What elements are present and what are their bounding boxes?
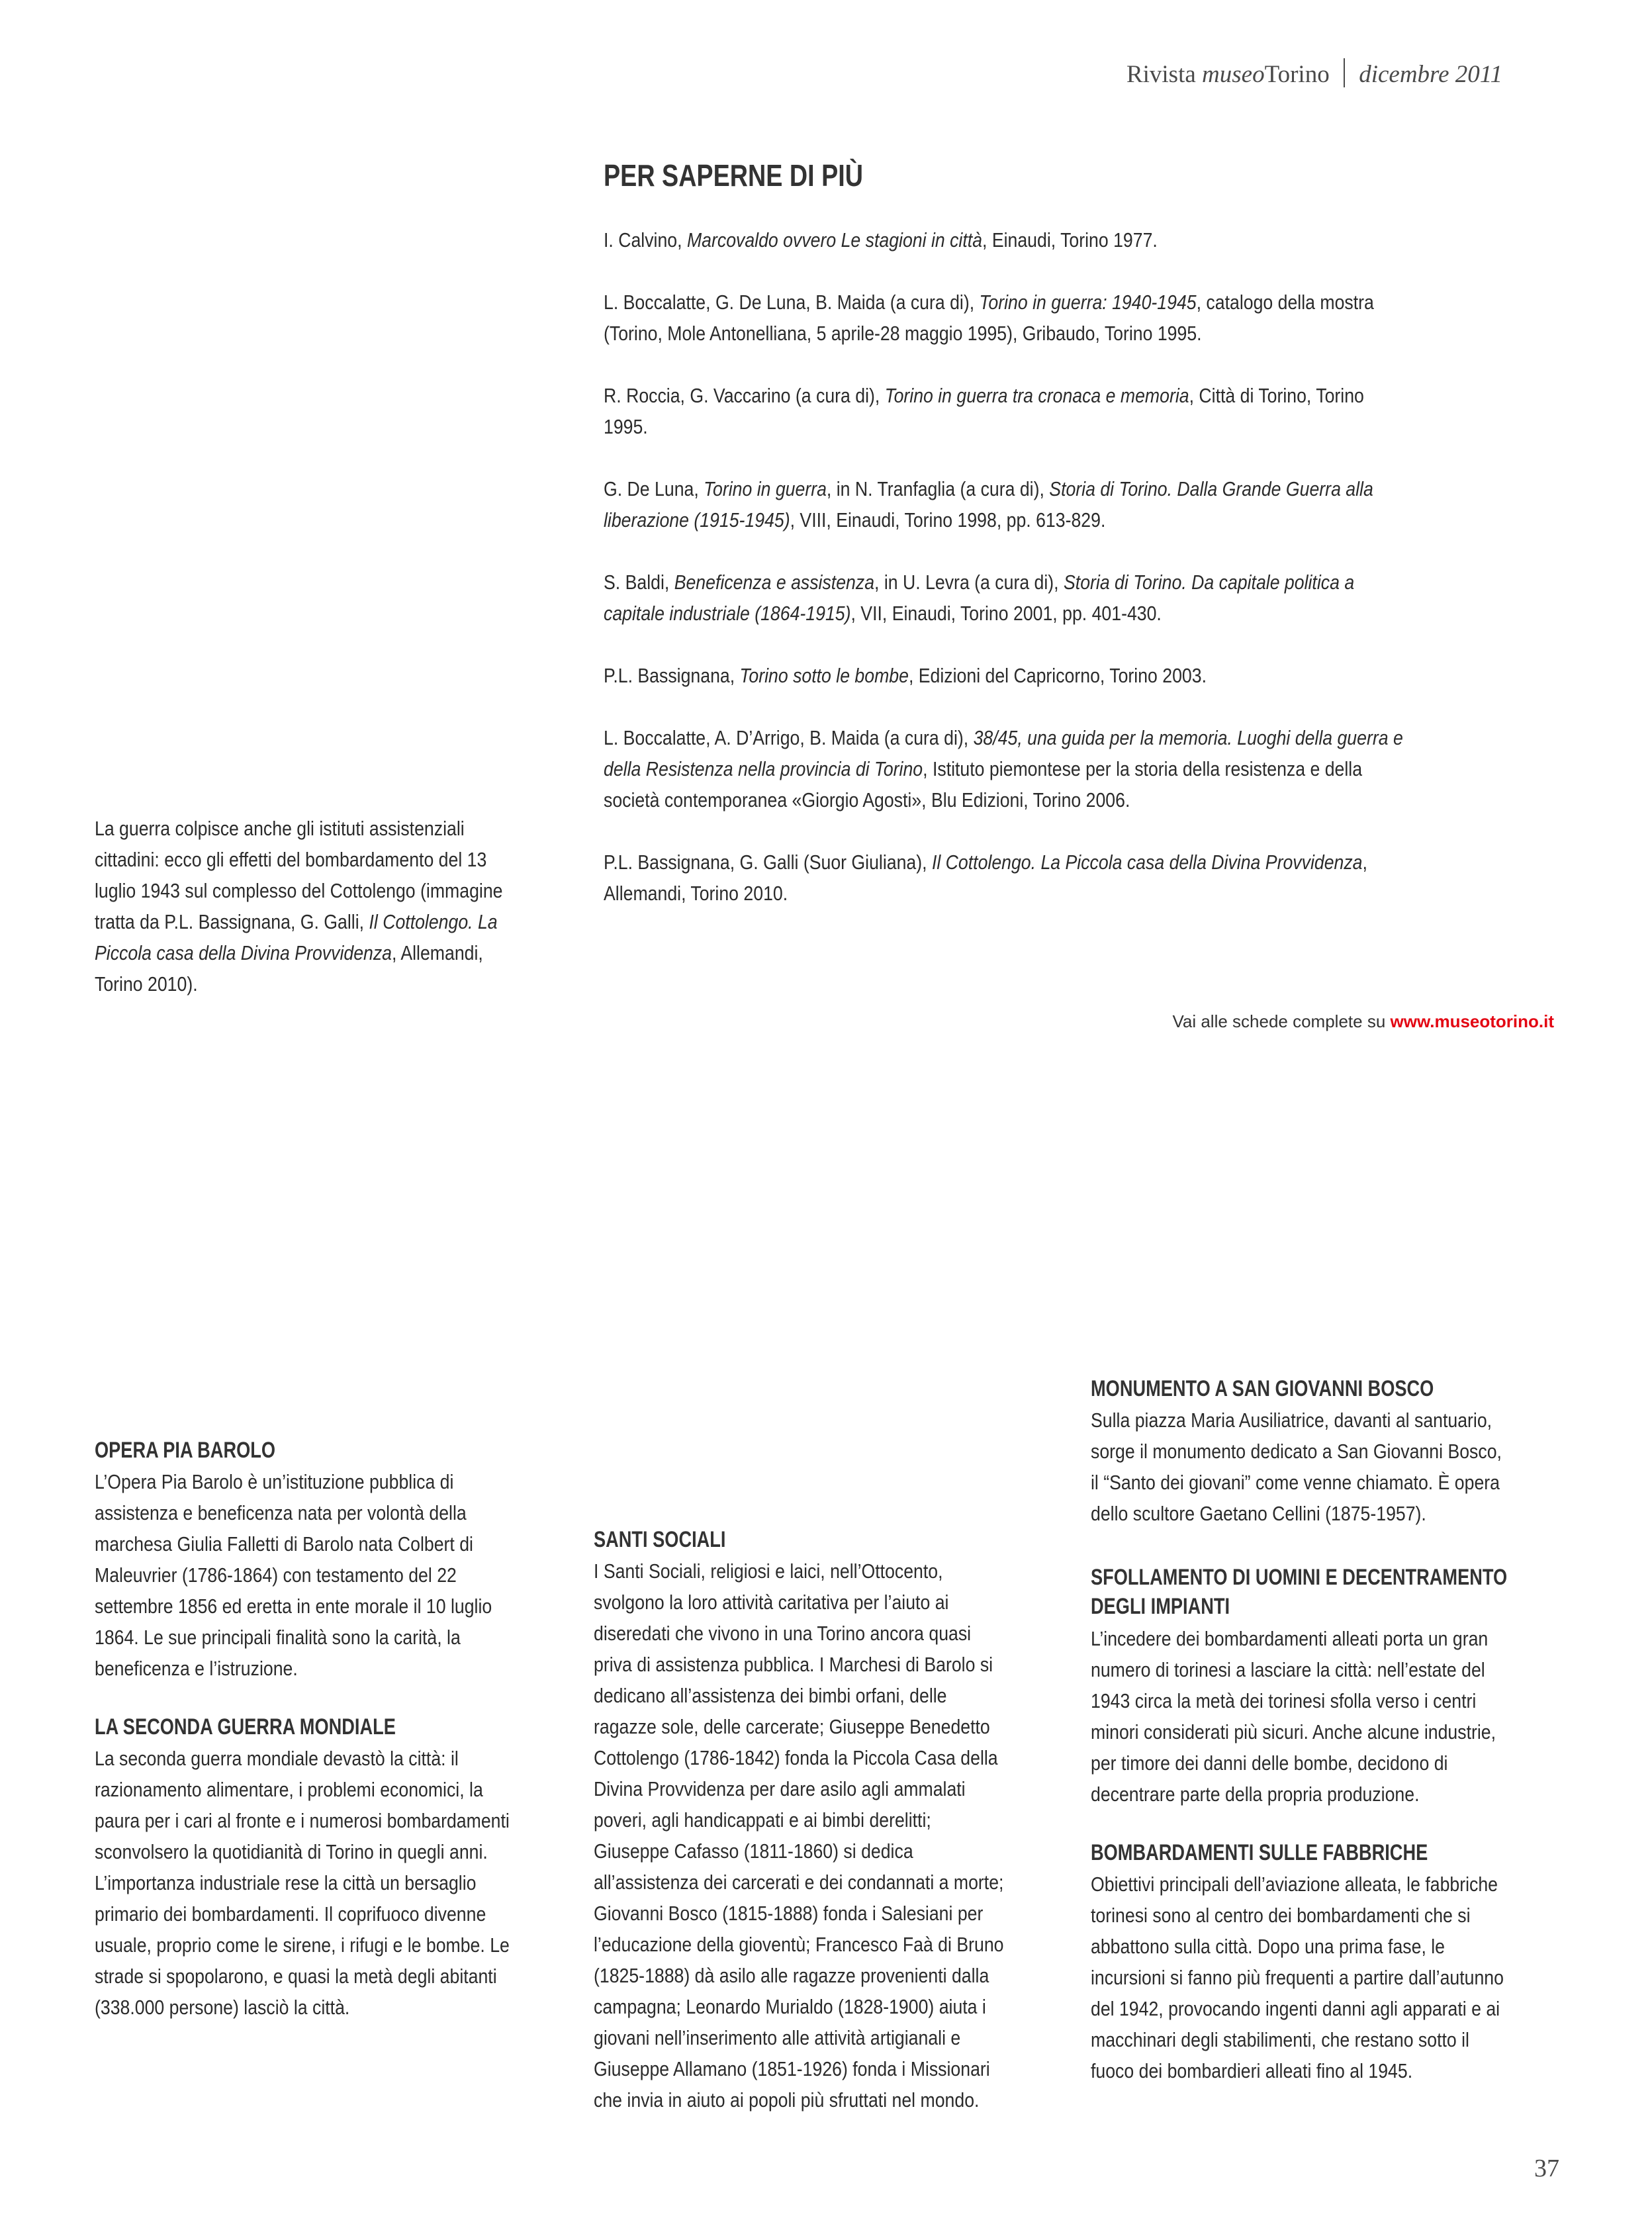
heading-santi-sociali: SANTI SOCIALI <box>594 1527 726 1552</box>
photo-caption: La guerra colpisce anche gli istituti assistenziali cittadini: ecco gli effetti del bombardamento del 13 luglio 1943 sul complesso del Cottolengo (immagine tratta da P.L. Bassignana, G. Galli, Il Cottolengo. La Piccola casa della Divina Provvidenza, Allemandi, Torino 2010). <box>95 817 503 996</box>
page-number: 37 <box>1534 2155 1559 2182</box>
heading-sfollamento-line2: DEGLI IMPIANTI <box>1091 1594 1230 1619</box>
heading-opera-pia-barolo: OPERA PIA BAROLO <box>95 1438 276 1463</box>
heading-sfollamento-line1: SFOLLAMENTO DI UOMINI E DECENTRAMENTO <box>1091 1565 1508 1590</box>
biblio-entry: P.L. Bassignana, Torino sotto le bombe, Edizioni del Capricorno, Torino 2003. <box>604 664 1207 687</box>
biblio-entry: I. Calvino, Marcovaldo ovvero Le stagioni in città, Einaudi, Torino 1977. <box>604 228 1158 252</box>
bibliography-list <box>604 224 1412 940</box>
running-head-rivista: Rivista <box>1126 61 1196 88</box>
biblio-entry: P.L. Bassignana, G. Galli (Suor Giuliana), Il Cottolengo. La Piccola casa della Divina Provvidenza, Allemandi, Torino 2010. <box>604 851 1367 905</box>
more-info-line <box>1172 1011 1554 1032</box>
more-info-text: Vai alle schede complete su <box>1172 1011 1391 1031</box>
text-bombardamenti: Obiettivi principali dell’aviazione alleata, le fabbriche torinesi sono al centro dei bombardamenti che si abbattono sulla città. Dopo una prima fase, le incursioni si fanno più frequenti a partire dall’autunno del 1942, provocando ingenti danni agli apparati e ai macchinari degli stabilimenti, che restano sotto il fuoco dei bombardieri alleati fino al 1945. <box>1091 1873 1504 2082</box>
biblio-entry: G. De Luna, Torino in guerra, in N. Tranfaglia (a cura di), Storia di Torino. Dalla Grande Guerra alla liberazione (1915-1945), VIII, Einaudi, Torino 1998, pp. 613-829. <box>604 477 1373 532</box>
text-sfollamento: L’incedere dei bombardamenti alleati porta un gran numero di torinesi a lasciare la città: nell’estate del 1943 circa la metà dei torinesi sfolla verso i centri minori considerati più sicuri. Anche alcune industrie, per timore dei danni delle bombe, decidono di decentrare parte della propria produzione. <box>1091 1627 1496 1806</box>
heading-bombardamenti: BOMBARDAMENTI SULLE FABBRICHE <box>1091 1840 1428 1865</box>
text-opera-pia-barolo: L’Opera Pia Barolo è un’istituzione pubblica di assistenza e beneficenza nata per volontà della marchesa Giulia Falletti di Barolo nata Colbert di Maleuvrier (1786-1864) con testamento del 22 settembre 1856 ed eretta in ente morale il 10 luglio 1864. Le sue principali finalità sono la carità, la beneficenza e l’istruzione. <box>95 1470 492 1680</box>
text-monumento: Sulla piazza Maria Ausiliatrice, davanti al santuario, sorge il monumento dedicato a San Giovanni Bosco, il “Santo dei giovani” come venne chiamato. È opera dello scultore Gaetano Cellini (1875-1957). <box>1091 1409 1502 1525</box>
running-head-separator <box>1344 58 1345 87</box>
heading-monumento: MONUMENTO A SAN GIOVANNI BOSCO <box>1091 1376 1434 1401</box>
biblio-entry: L. Boccalatte, G. De Luna, B. Maida (a cura di), Torino in guerra: 1940-1945, catalogo della mostra (Torino, Mole Antonelliana, 5 aprile-28 maggio 1995), Gribaudo, Torino 1995. <box>604 291 1374 345</box>
running-head-torino: Torino <box>1264 61 1330 88</box>
biblio-title: PER SAPERNE DI PIÙ <box>604 158 863 193</box>
text-seconda-guerra: La seconda guerra mondiale devastò la città: il razionamento alimentare, i problemi economici, la paura per i cari al fronte e i numerosi bombardamenti sconvolsero la quotidianità di Torino in quegli anni. L’importanza industriale rese la città un bersaglio primario dei bombardamenti. Il coprifuoco divenne usuale, proprio come le sirene, i rifugi e le bombe. Le strade si spopolarono, e quasi la metà degli abitanti (338.000 persone) lasciò la città. <box>95 1747 510 2019</box>
heading-seconda-guerra: LA SECONDA GUERRA MONDIALE <box>95 1714 396 1740</box>
biblio-entry: S. Baldi, Beneficenza e assistenza, in U. Levra (a cura di), Storia di Torino. Da capitale politica a capitale industriale (1864-1915), VII, Einaudi, Torino 2001, pp. 401-430. <box>604 571 1355 625</box>
biblio-entry: L. Boccalatte, A. D’Arrigo, B. Maida (a cura di), 38/45, una guida per la memoria. Luoghi della guerra e della Resistenza nella provincia di Torino, Istituto piemontese per la storia della resistenza e della società contemporanea «Giorgio Agosti», Blu Edizioni, Torino 2006. <box>604 726 1403 812</box>
museotorino-link[interactable]: www.museotorino.it <box>1390 1011 1554 1031</box>
biblio-entry: R. Roccia, G. Vaccarino (a cura di), Torino in guerra tra cronaca e memoria, Città di Torino, Torino 1995. <box>604 384 1364 438</box>
text-santi-sociali: I Santi Sociali, religiosi e laici, nell’Ottocento, svolgono la loro attività caritativa per l’aiuto ai diseredati che vivono in una Torino ancora quasi priva di assistenza pubblica. I Marchesi di Barolo si dedicano all’assistenza dei bimbi orfani, delle ragazze sole, delle carcerate; Giuseppe Benedetto Cottolengo (1786-1842) fonda la Piccola Casa della Divina Provvidenza per dare asilo agli ammalati poveri, agli handicappati e ai bimbi derelitti; Giuseppe Cafasso (1811-1860) si dedica all’assistenza dei carcerati e dei condannati a morte; Giovanni Bosco (1815-1888) fonda i Salesiani per l’educazione della gioventù; Francesco Faà di Bruno (1825-1888) dà asilo alle ragazze provenienti dalla campagna; Leonardo Murialdo (1828-1900) aiuta i giovani nell’inserimento alle attività artigianali e Giuseppe Allamano (1851-1926) fonda i Missionari che invia in aiuto ai popoli più sfruttati nel mondo. <box>594 1559 1004 2112</box>
running-head <box>1126 58 1502 89</box>
running-head-museo: museo <box>1202 61 1265 88</box>
running-head-date: dicembre 2011 <box>1359 61 1502 88</box>
